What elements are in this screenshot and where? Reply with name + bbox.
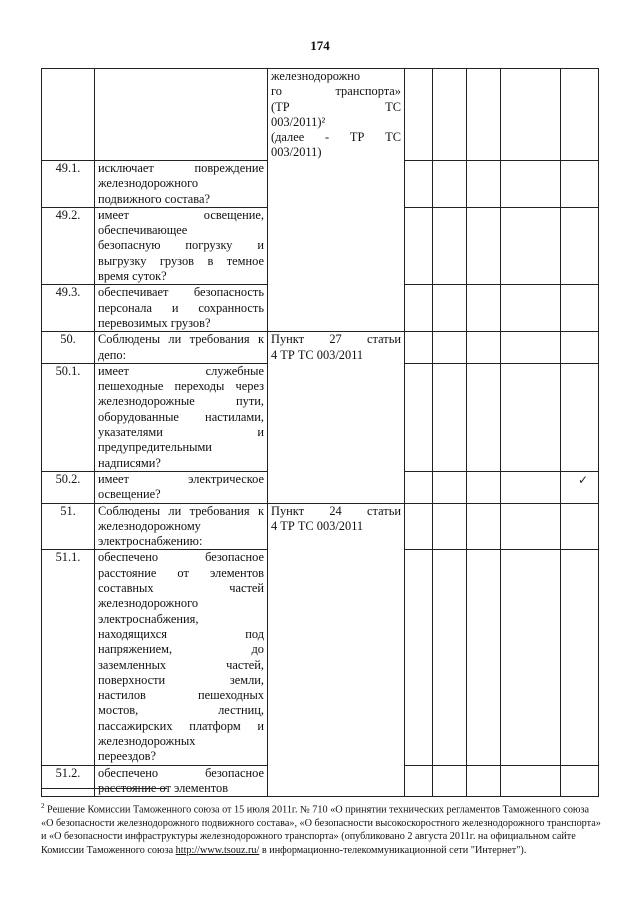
item-number: 49.2.	[42, 207, 95, 284]
reference-line: Пункт 27 статьи	[271, 332, 401, 347]
footnote-marker: 2	[41, 802, 45, 810]
question-line: Соблюдены ли требования к	[98, 332, 264, 347]
answer-cell[interactable]	[501, 503, 561, 550]
reference-line: 003/2011)²	[271, 114, 326, 129]
question-line: выгрузку грузов в темное	[98, 253, 264, 268]
answer-cell[interactable]	[433, 765, 467, 797]
item-number: 50.1.	[42, 363, 95, 471]
reference-line: 003/2011)	[271, 145, 322, 160]
answer-cell[interactable]	[405, 161, 433, 208]
answer-cell[interactable]	[501, 332, 561, 364]
question-line: железнодорожного	[98, 596, 199, 611]
answer-cell[interactable]	[561, 765, 599, 797]
reference-line: железнодорожно	[271, 69, 361, 83]
answer-cell[interactable]	[561, 69, 599, 161]
item-number: 50.	[42, 332, 95, 364]
answer-cell[interactable]	[467, 161, 501, 208]
answer-cell[interactable]	[561, 332, 599, 364]
answer-cell[interactable]	[405, 503, 433, 550]
answer-cell[interactable]	[405, 765, 433, 797]
question-line: освещение?	[98, 487, 161, 502]
question-line: пассажирских платформ и	[98, 718, 264, 733]
answer-cell[interactable]	[501, 285, 561, 332]
answer-cell[interactable]	[467, 332, 501, 364]
item-question	[95, 285, 268, 332]
item-number: 51.1.	[42, 550, 95, 765]
question-line: железнодорожному	[98, 518, 201, 533]
footnote-text: Решение Комиссии Таможенного союза от 15 июля 2011г. № 710 «О принятии технических регламентов Таможенного союза «О безопасности железнодорожного подвижного состава», «О безопасности высокоскоростного железнодорожного транспорта» и «О безопасности инфраструктуры железнодорожного транспорта» (опубликовано 2 августа 2011г. на официальном сайте Комиссии Таможенного союза	[41, 804, 601, 856]
item-number: 50.2.	[42, 471, 95, 503]
answer-cell[interactable]	[561, 207, 599, 284]
answer-cell[interactable]	[405, 332, 433, 364]
item-question	[95, 69, 268, 161]
item-reference	[268, 332, 405, 503]
question-line: обеспечивает безопасность	[98, 285, 264, 300]
table-row	[42, 69, 599, 161]
answer-cell[interactable]	[501, 471, 561, 503]
answer-cell[interactable]	[501, 207, 561, 284]
answer-cell[interactable]	[501, 69, 561, 161]
question-line: имеет служебные	[98, 363, 264, 378]
answer-cell[interactable]	[467, 363, 501, 471]
answer-cell[interactable]	[433, 161, 467, 208]
reference-line: (ТР ТС	[271, 99, 401, 114]
table-row	[42, 332, 599, 364]
item-question	[95, 765, 268, 797]
answer-cell[interactable]	[561, 161, 599, 208]
question-line: имеет освещение,	[98, 207, 264, 222]
question-line: электроснабжения,	[98, 611, 199, 626]
answer-cell[interactable]	[405, 363, 433, 471]
question-line: расстояние от элементов	[98, 565, 264, 580]
answer-cell[interactable]	[405, 69, 433, 161]
footnote-link[interactable]: http://www.tsouz.ru/	[175, 844, 260, 856]
question-line: железнодорожные пути,	[98, 394, 264, 409]
question-line: настилов пешеходных	[98, 688, 264, 703]
question-line: исключает повреждение	[98, 161, 264, 175]
item-reference	[268, 503, 405, 797]
reference-line: 4 ТР ТС 003/2011	[271, 518, 364, 533]
item-question	[95, 550, 268, 765]
answer-cell[interactable]	[467, 471, 501, 503]
item-question	[95, 363, 268, 471]
answer-cell[interactable]	[467, 550, 501, 765]
answer-cell[interactable]	[467, 285, 501, 332]
question-line: железнодорожных	[98, 733, 196, 748]
answer-cell[interactable]	[501, 363, 561, 471]
answer-cell[interactable]	[467, 765, 501, 797]
question-line: мостов, лестниц,	[98, 703, 264, 718]
answer-cell[interactable]	[501, 765, 561, 797]
reference-line: го транспорта»	[271, 84, 401, 99]
footnote-text-end: в информационно-телекоммуникационной сети "Интернет").	[259, 844, 527, 856]
item-question	[95, 503, 268, 550]
question-line: обеспечено безопасное	[98, 765, 264, 780]
footnote	[41, 800, 601, 857]
item-number	[42, 69, 95, 161]
answer-cell[interactable]	[433, 471, 467, 503]
question-line: переездов?	[98, 749, 156, 764]
answer-cell[interactable]	[467, 69, 501, 161]
answer-cell[interactable]	[561, 285, 599, 332]
question-line: напряжением, до	[98, 642, 264, 657]
question-line: составных частей	[98, 581, 264, 596]
question-line: электроснабжению:	[98, 534, 203, 549]
item-number: 51.2.	[42, 765, 95, 797]
answer-cell[interactable]	[405, 550, 433, 765]
item-question	[95, 471, 268, 503]
item-reference	[268, 69, 405, 332]
reference-line: 4 ТР ТС 003/2011	[271, 347, 364, 362]
answer-cell[interactable]	[433, 550, 467, 765]
question-line: расстояние от элементов	[98, 780, 229, 795]
answer-cell[interactable]	[501, 161, 561, 208]
question-line: указателями и	[98, 425, 264, 440]
question-line: персонала и сохранность	[98, 300, 264, 315]
footnote-separator	[41, 788, 167, 789]
answer-cell[interactable]	[433, 332, 467, 364]
question-line: депо:	[98, 347, 127, 362]
reference-line: Пункт 24 статьи	[271, 503, 401, 518]
question-line: перевозимых грузов?	[98, 315, 211, 330]
question-line: железнодорожного	[98, 176, 199, 191]
question-line: заземленных частей,	[98, 657, 264, 672]
question-line: обеспечено безопасное	[98, 550, 264, 565]
table-row	[42, 503, 599, 550]
item-number: 49.1.	[42, 161, 95, 208]
item-question	[95, 161, 268, 208]
answer-cell[interactable]	[433, 363, 467, 471]
answer-cell[interactable]	[561, 363, 599, 471]
question-line: оборудованные настилами,	[98, 409, 264, 424]
answer-cell[interactable]	[561, 471, 599, 503]
answer-cell[interactable]	[433, 503, 467, 550]
answer-cell[interactable]	[561, 550, 599, 765]
answer-cell[interactable]	[433, 285, 467, 332]
question-line: обеспечивающее	[98, 223, 188, 238]
question-line: Соблюдены ли требования к	[98, 503, 264, 518]
question-line: подвижного состава?	[98, 191, 210, 206]
item-number: 49.3.	[42, 285, 95, 332]
item-question	[95, 332, 268, 364]
answer-cell[interactable]	[561, 503, 599, 550]
reference-line: (далее - ТР ТС	[271, 130, 401, 145]
answer-cell[interactable]	[467, 503, 501, 550]
question-line: поверхности земли,	[98, 672, 264, 687]
answer-cell[interactable]	[501, 550, 561, 765]
answer-cell[interactable]	[405, 471, 433, 503]
answer-cell[interactable]	[405, 207, 433, 284]
question-line: надписями?	[98, 455, 161, 470]
question-line: предупредительными	[98, 440, 212, 455]
question-line: находящихся под	[98, 626, 264, 641]
question-line: безопасную погрузку и	[98, 238, 264, 253]
answer-cell[interactable]	[405, 285, 433, 332]
checkmark-icon: ✓	[577, 472, 588, 487]
item-number: 51.	[42, 503, 95, 550]
question-line: время суток?	[98, 269, 167, 284]
answer-cell[interactable]	[467, 207, 501, 284]
page-number: 174	[310, 38, 330, 53]
item-question	[95, 207, 268, 284]
checklist-table	[41, 68, 599, 797]
question-line: пешеходные переходы через	[98, 379, 264, 394]
answer-cell[interactable]	[433, 207, 467, 284]
question-line: имеет электрическое	[98, 471, 264, 486]
answer-cell[interactable]	[433, 69, 467, 161]
